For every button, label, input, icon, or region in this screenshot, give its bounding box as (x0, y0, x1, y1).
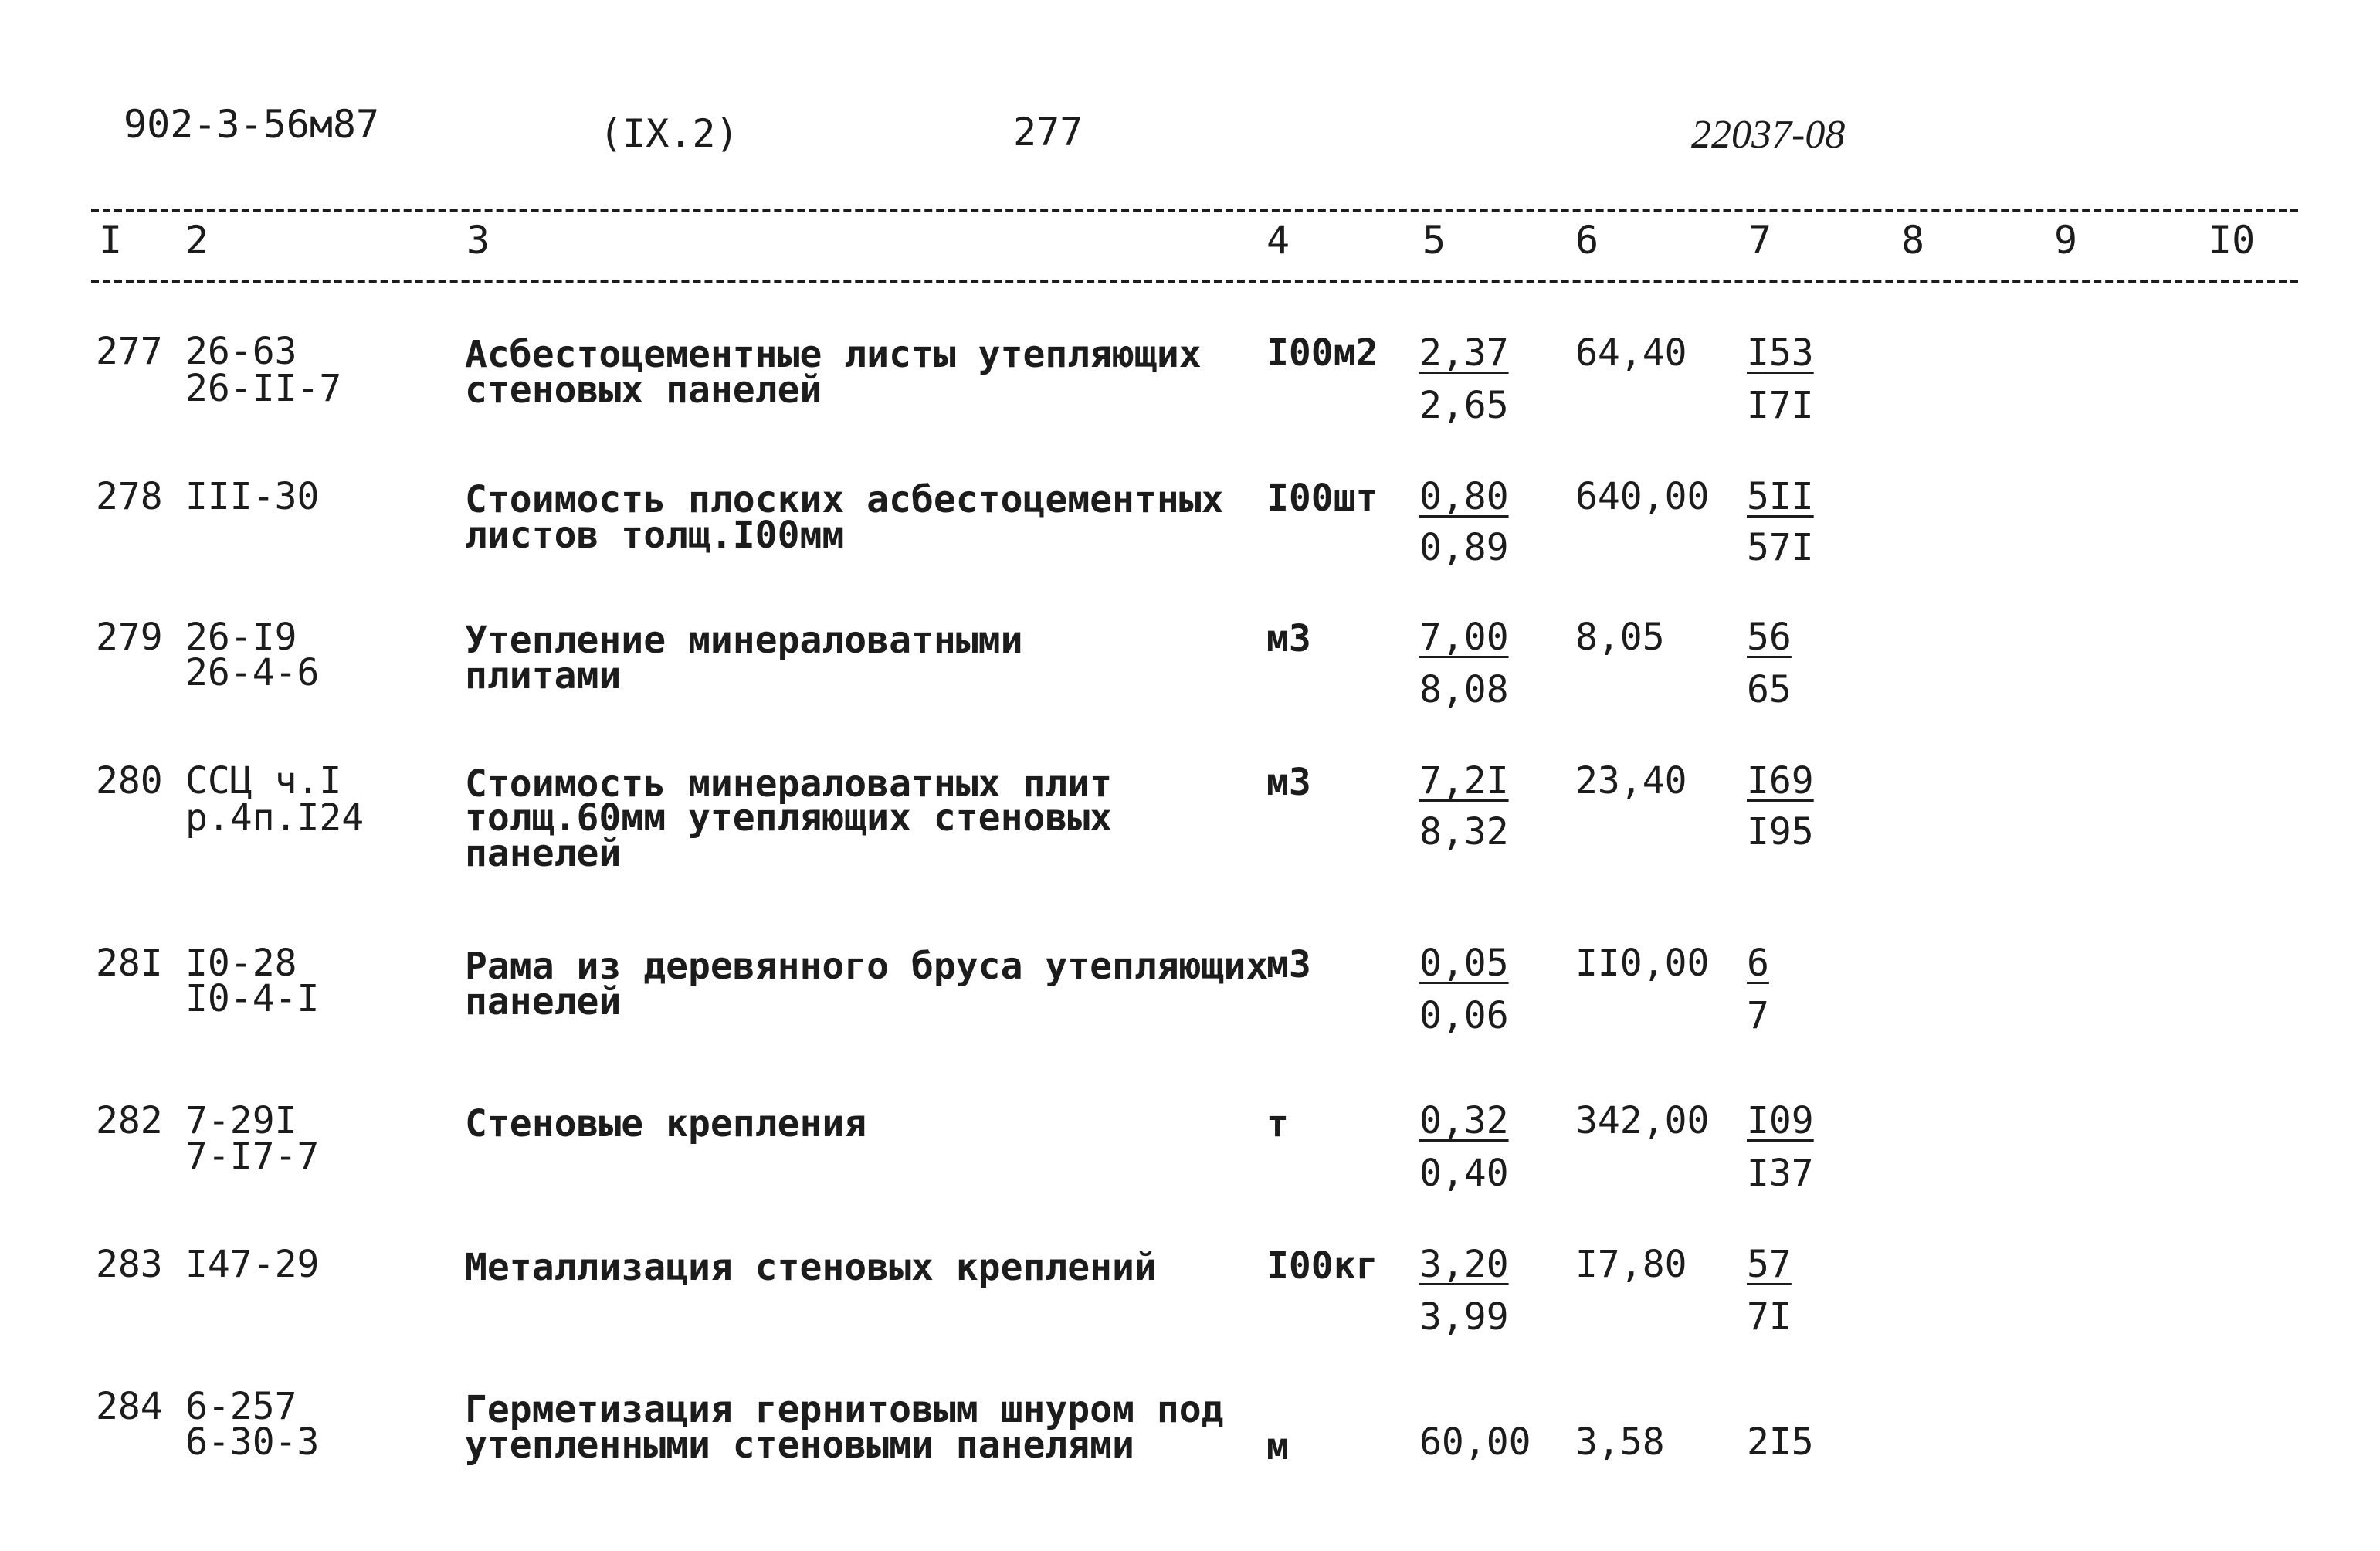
work-description-line: панелей (465, 980, 622, 1023)
unit-of-measure: I00шт (1266, 477, 1378, 520)
quantity-bottom: 0,40 (1419, 1152, 1509, 1195)
work-description-line: Утепление минераловатными (465, 619, 1023, 662)
quantity-top: 7,00 (1419, 616, 1509, 659)
norm-reference-secondary: I0-4-I (185, 977, 320, 1020)
unit-price: II0,00 (1575, 942, 1710, 985)
column-header-4: 4 (1266, 218, 1290, 263)
norm-reference: 6-257 (185, 1385, 297, 1428)
quantity-top: 2,37 (1419, 331, 1509, 375)
column-header-10: I0 (2209, 218, 2256, 263)
column-header-2: 2 (185, 218, 209, 263)
cost-top: 6 (1747, 942, 1769, 985)
document-code: 22037-08 (1691, 113, 1846, 157)
row-number: 282 (96, 1099, 163, 1142)
norm-reference-secondary: 6-30-3 (185, 1420, 320, 1464)
cost-bottom: I7I (1747, 384, 1814, 427)
quantity-bottom: 0,06 (1419, 994, 1509, 1037)
header-bottom-divider (91, 280, 2298, 283)
norm-reference: ССЦ ч.I (185, 759, 342, 803)
norm-reference-secondary: 7-I7-7 (185, 1135, 320, 1178)
work-description-line: Стеновые крепления (465, 1102, 867, 1145)
cost: 2I5 (1747, 1420, 1814, 1464)
row-number: 28I (96, 942, 163, 985)
quantity-top: 0,80 (1419, 475, 1509, 518)
norm-reference: 7-29I (185, 1099, 297, 1142)
cost-bottom: 57I (1747, 526, 1814, 569)
cost-bottom: 7I (1747, 1295, 1792, 1339)
quantity-top: 0,32 (1419, 1099, 1509, 1142)
unit-of-measure: м (1266, 1425, 1289, 1468)
unit-of-measure: I00кг (1266, 1244, 1378, 1288)
column-header-8: 8 (1901, 218, 1925, 263)
column-header-7: 7 (1748, 218, 1772, 263)
unit-of-measure: м3 (1266, 943, 1311, 986)
norm-reference: I0-28 (185, 942, 297, 985)
row-number: 279 (96, 616, 163, 659)
cost-bottom: I95 (1747, 810, 1814, 854)
cost-top: 56 (1747, 616, 1792, 659)
work-description-line: панелей (465, 832, 622, 875)
row-number: 284 (96, 1385, 163, 1428)
quantity-bottom: 2,65 (1419, 384, 1509, 427)
quantity-bottom: 8,08 (1419, 668, 1509, 711)
column-header-3: 3 (466, 218, 490, 263)
unit-price: 23,40 (1575, 759, 1687, 803)
work-description-line: Металлизация стеновых креплений (465, 1246, 1157, 1289)
cost-top: I53 (1747, 331, 1814, 375)
page-number: 277 (1013, 110, 1083, 154)
quantity: 60,00 (1419, 1420, 1531, 1464)
unit-price: 8,05 (1575, 616, 1665, 659)
cost-top: 57 (1747, 1243, 1792, 1286)
row-number: 278 (96, 475, 163, 518)
unit-of-measure: т (1266, 1102, 1289, 1145)
header-top-divider (91, 209, 2298, 212)
cost-top: 5II (1747, 475, 1814, 518)
norm-reference-secondary: р.4п.I24 (185, 796, 364, 840)
cost-bottom: 65 (1747, 668, 1792, 711)
column-header-9: 9 (2054, 218, 2078, 263)
quantity-bottom: 8,32 (1419, 810, 1509, 854)
quantity-top: 3,20 (1419, 1243, 1509, 1286)
work-description-line: Стоимость плоских асбестоцементных (465, 478, 1224, 521)
norm-reference: 26-I9 (185, 616, 297, 659)
quantity-top: 0,05 (1419, 942, 1509, 985)
work-description-line: Рама из деревянного бруса утепляющих (465, 945, 1269, 988)
unit-price: 640,00 (1575, 475, 1710, 518)
unit-price: 64,40 (1575, 331, 1687, 375)
norm-reference: III-30 (185, 475, 320, 518)
column-header-1: I (99, 218, 123, 263)
column-header-6: 6 (1575, 218, 1599, 263)
unit-price: 342,00 (1575, 1099, 1710, 1142)
work-description-line: листов толщ.I00мм (465, 514, 845, 557)
work-description-line: Асбестоцементные листы утепляющих (465, 333, 1202, 376)
unit-of-measure: I00м2 (1266, 331, 1378, 375)
norm-reference: 26-63 (185, 330, 297, 373)
cost-bottom: I37 (1747, 1152, 1814, 1195)
work-description-line: Стоимость минераловатных плит (465, 762, 1113, 806)
work-description-line: плитами (465, 654, 622, 697)
work-description-line: утепленными стеновыми панелями (465, 1424, 1134, 1467)
norm-reference: I47-29 (185, 1243, 320, 1286)
section-number: (IX.2) (599, 111, 739, 156)
doc-number: 902-3-56м87 (124, 102, 380, 147)
row-number: 280 (96, 759, 163, 803)
unit-of-measure: м3 (1266, 761, 1311, 804)
cost-bottom: 7 (1747, 994, 1769, 1037)
quantity-top: 7,2I (1419, 759, 1509, 803)
norm-reference-secondary: 26-4-6 (185, 651, 320, 694)
cost-top: I69 (1747, 759, 1814, 803)
quantity-bottom: 3,99 (1419, 1295, 1509, 1339)
norm-reference-secondary: 26-II-7 (185, 367, 342, 410)
work-description-line: Герметизация гернитовым шнуром под (465, 1388, 1224, 1431)
work-description-line: толщ.60мм утепляющих стеновых (465, 796, 1113, 840)
work-description-line: стеновых панелей (465, 368, 822, 412)
unit-price: 3,58 (1575, 1420, 1665, 1464)
cost-top: I09 (1747, 1099, 1814, 1142)
row-number: 277 (96, 330, 163, 373)
quantity-bottom: 0,89 (1419, 526, 1509, 569)
row-number: 283 (96, 1243, 163, 1286)
unit-price: I7,80 (1575, 1243, 1687, 1286)
unit-of-measure: м3 (1266, 617, 1311, 660)
column-header-5: 5 (1422, 218, 1446, 263)
